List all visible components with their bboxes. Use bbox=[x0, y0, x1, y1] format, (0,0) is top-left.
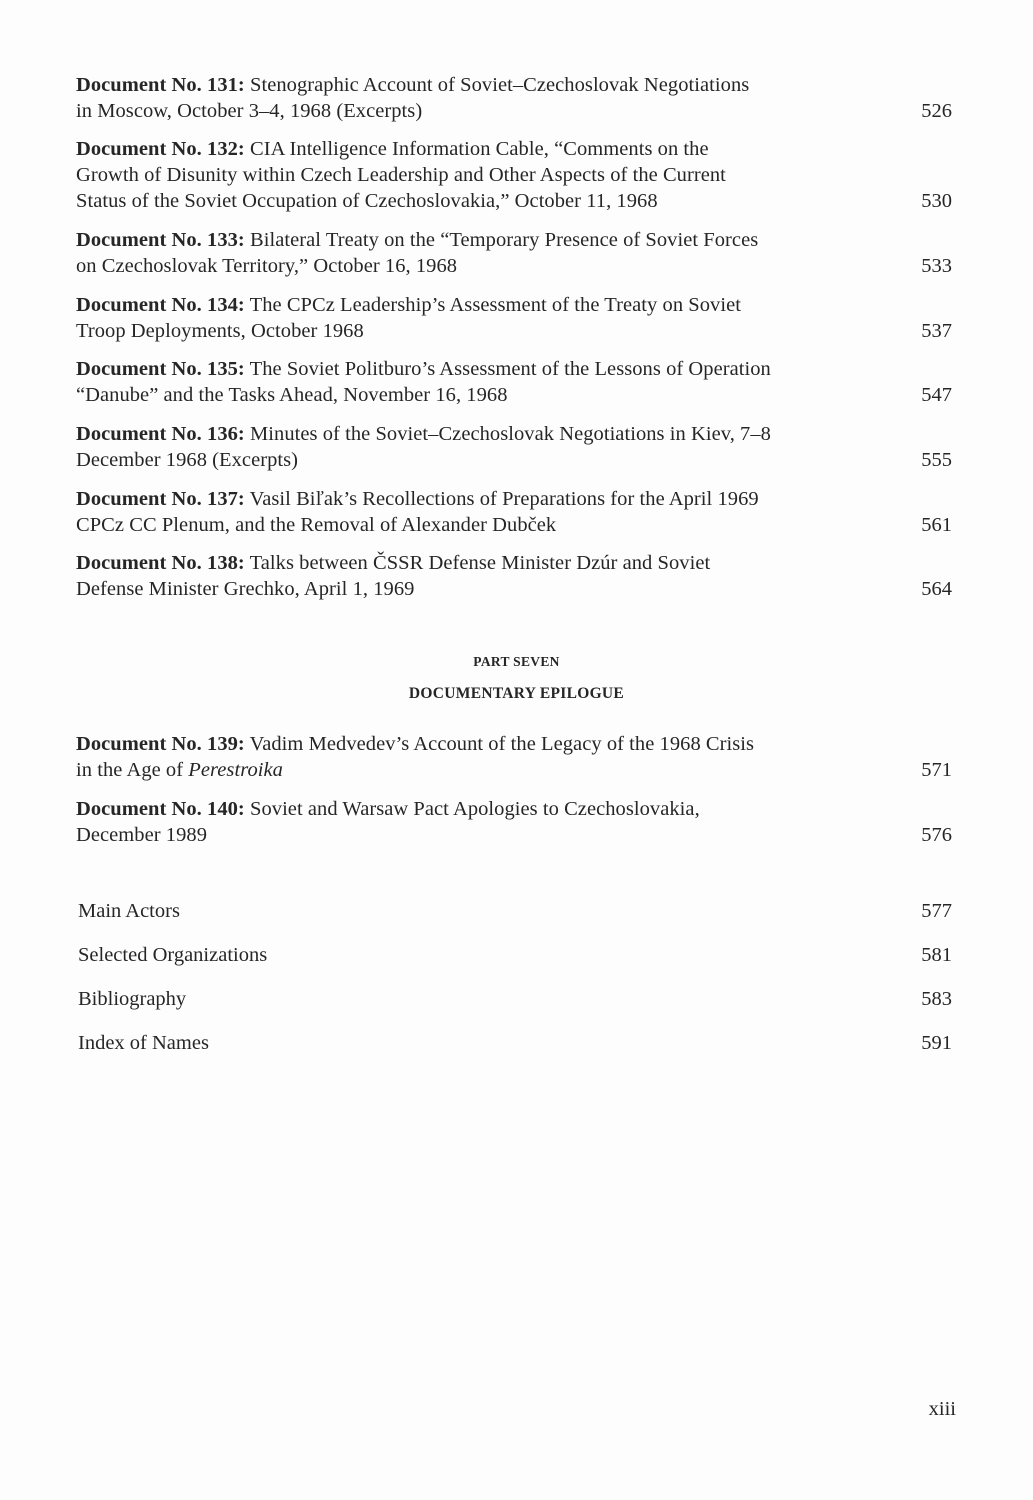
back-matter-page: 591 bbox=[921, 1032, 952, 1054]
entry-title bbox=[76, 421, 866, 473]
entry-page-number: 564 bbox=[921, 578, 952, 600]
entry-page-number: 555 bbox=[921, 449, 952, 471]
entry-line-2: in Moscow, October 3–4, 1968 (Excerpts) bbox=[76, 100, 423, 122]
back-matter-label: Selected Organizations bbox=[78, 944, 268, 966]
toc-entry-doc-138 bbox=[76, 550, 952, 602]
back-matter-label: Main Actors bbox=[78, 900, 180, 922]
back-matter-page: 581 bbox=[921, 944, 952, 966]
entry-line-2: “Danube” and the Tasks Ahead, November 16, 1968 bbox=[76, 384, 508, 406]
entry-title bbox=[76, 292, 866, 344]
entry-line-2: in the Age of bbox=[76, 759, 189, 781]
entry-line-2: on Czechoslovak Territory,” October 16, 1968 bbox=[76, 255, 458, 277]
entry-heading: Document No. 134: bbox=[76, 294, 245, 316]
entry-line-1: Vasil Biľak’s Recollections of Preparations for the April 1969 bbox=[249, 488, 759, 510]
entry-heading: Document No. 140: bbox=[76, 798, 245, 820]
entry-line-1: The CPCz Leadership’s Assessment of the Treaty on Soviet bbox=[249, 294, 741, 316]
entry-line-1: CIA Intelligence Information Cable, “Comments on the bbox=[250, 138, 709, 160]
entry-title bbox=[76, 356, 866, 408]
entry-line-1: Vadim Medvedev’s Account of the Legacy of the 1968 Crisis bbox=[249, 733, 755, 755]
entry-heading: Document No. 138: bbox=[76, 552, 245, 574]
entry-heading: Document No. 133: bbox=[76, 229, 245, 251]
entry-line-2: Defense Minister Grechko, April 1, 1969 bbox=[76, 578, 415, 600]
entry-page-number: 537 bbox=[921, 320, 952, 342]
entry-heading: Document No. 135: bbox=[76, 358, 245, 380]
entry-title bbox=[76, 550, 866, 602]
back-matter-label: Bibliography bbox=[78, 988, 187, 1010]
entry-heading: Document No. 131: bbox=[76, 74, 245, 96]
entry-title bbox=[76, 486, 866, 538]
entry-page-number: 526 bbox=[921, 100, 952, 122]
entry-title bbox=[76, 136, 866, 214]
toc-entry-doc-137 bbox=[76, 486, 952, 538]
entry-heading: Document No. 132: bbox=[76, 138, 245, 160]
toc-back-matter-organizations bbox=[78, 942, 952, 968]
entry-page-number: 547 bbox=[921, 384, 952, 406]
toc-entry-doc-139 bbox=[76, 731, 952, 783]
part-title: DOCUMENTARY EPILOGUE bbox=[408, 685, 625, 702]
entry-line-1: Minutes of the Soviet–Czechoslovak Negotiations in Kiev, 7–8 bbox=[250, 423, 771, 445]
part-label: PART SEVEN bbox=[473, 654, 560, 669]
back-matter-label: Index of Names bbox=[78, 1032, 209, 1054]
back-matter-page: 583 bbox=[921, 988, 952, 1010]
toc-entry-doc-133 bbox=[76, 227, 952, 279]
entry-line-1: Stenographic Account of Soviet–Czechoslovak Negotiations bbox=[250, 74, 750, 96]
back-matter-page: 577 bbox=[921, 900, 952, 922]
entry-title bbox=[76, 796, 866, 848]
entry-line-1: Bilateral Treaty on the “Temporary Presence of Soviet Forces bbox=[250, 229, 759, 251]
entry-heading: Document No. 136: bbox=[76, 423, 245, 445]
entry-line-2-italic: Perestroika bbox=[188, 759, 283, 781]
entry-line-3: Status of the Soviet Occupation of Czechoslovakia,” October 11, 1968 bbox=[76, 190, 658, 212]
entry-line-2: Growth of Disunity within Czech Leadership and Other Aspects of the Current bbox=[76, 164, 726, 186]
entry-page-number: 576 bbox=[921, 824, 952, 846]
entry-line-2: December 1989 bbox=[76, 824, 207, 846]
entry-line-1: The Soviet Politburo’s Assessment of the Lessons of Operation bbox=[249, 358, 771, 380]
toc-entry-doc-131 bbox=[76, 72, 952, 124]
entry-page-number: 530 bbox=[921, 190, 952, 212]
entry-line-1: Soviet and Warsaw Pact Apologies to Czechoslovakia, bbox=[250, 798, 700, 820]
toc-entry-doc-136 bbox=[76, 421, 952, 473]
entry-page-number: 561 bbox=[921, 514, 952, 536]
toc-back-matter-bibliography bbox=[78, 986, 952, 1012]
entry-title bbox=[76, 731, 866, 783]
toc-back-matter-index bbox=[78, 1030, 952, 1056]
entry-heading: Document No. 137: bbox=[76, 488, 245, 510]
entry-title bbox=[76, 72, 866, 124]
entry-heading: Document No. 139: bbox=[76, 733, 245, 755]
entry-title bbox=[76, 227, 866, 279]
entry-line-2: December 1968 (Excerpts) bbox=[76, 449, 299, 471]
entry-page-number: 533 bbox=[921, 255, 952, 277]
page-folio: xiii bbox=[928, 1398, 956, 1420]
toc-back-matter-main-actors bbox=[78, 898, 952, 924]
entry-line-2: CPCz CC Plenum, and the Removal of Alexander Dubček bbox=[76, 514, 557, 536]
toc-entry-doc-134 bbox=[76, 292, 952, 344]
toc-entry-doc-135 bbox=[76, 356, 952, 408]
entry-page-number: 571 bbox=[921, 759, 952, 781]
entry-line-1: Talks between ČSSR Defense Minister Dzúr and Soviet bbox=[249, 552, 711, 574]
toc-entry-doc-132 bbox=[76, 136, 952, 214]
toc-entry-doc-140 bbox=[76, 796, 952, 848]
entry-line-2: Troop Deployments, October 1968 bbox=[76, 320, 364, 342]
